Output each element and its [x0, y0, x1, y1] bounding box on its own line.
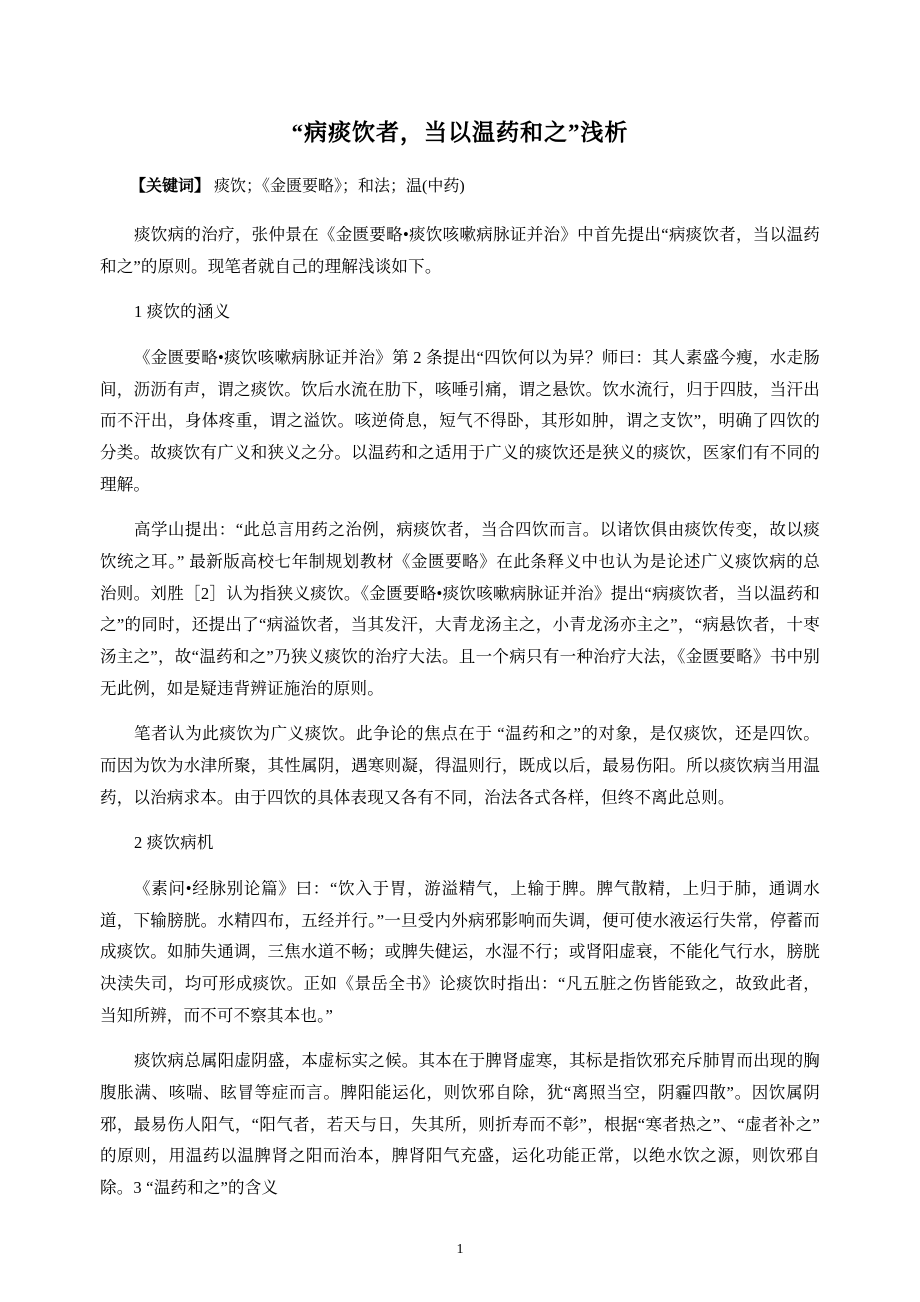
keywords-line: [100, 173, 820, 201]
paragraph-1-2: 高学山提出：“此总言用药之治例，病痰饮者，当合四饮而言。以诸饮俱由痰饮传变，故以痰饮统之耳。” 最新版高校七年制规划教材《金匮要略》在此条释义中也认为是论述广义痰饮病的总治则。刘胜［2］认为指狭义痰饮。《金匮要略•痰饮咳嗽病脉证并治》提出“病痰饮者，当以温药和之”的同时，还提出了“病溢饮者，当其发汗，大青龙汤主之，小青龙汤亦主之”，“病悬饮者，十枣汤主之”，故“温药和之”乃狭义痰饮的治疗大法。且一个病只有一种治疗大法，《金匮要略》书中别无此例，如是疑违背辨证施治的原则。: [100, 520, 820, 698]
paragraph-1-1: 《金匮要略•痰饮咳嗽病脉证并治》第 2 条提出“四饮何以为异？师曰：其人素盛今瘦，水走肠间，沥沥有声，谓之痰饮。饮后水流在肋下，咳唾引痛，谓之悬饮。饮水流行，归于四肢，当汗出而不汗出，身体疼重，谓之溢饮。咳逆倚息，短气不得卧，其形如肿，谓之支饮”，明确了四饮的分类。故痰饮有广义和狭义之分。以温药和之适用于广义的痰饮还是狭义的痰饮，医家们有不同的理解。: [100, 348, 820, 494]
page-title: “病痰饮者，当以温药和之”浅析: [291, 120, 629, 145]
section-heading-1: 1 痰饮的涵义: [134, 302, 231, 322]
paragraph-2-1: 《素问•经脉别论篇》曰：“饮入于胃，游溢精气，上输于脾。脾气散精，上归于肺，通调水道，下输膀胱。水精四布，五经并行。”一旦受内外病邪影响而失调，便可使水液运行失常，停蓄而成痰饮。如肺失通调，三焦水道不畅；或脾失健运，水湿不行；或肾阳虚衰，不能化气行水，膀胱决渎失司，均可形成痰饮。正如《景岳全书》论痰饮时指出：“凡五脏之伤皆能致之，故致此者，当知所辨，而不可不察其本也。”: [100, 879, 820, 1025]
section-heading-2: 2 痰饮病机: [134, 833, 214, 853]
keywords-value: 痰饮；《金匮要略》；和法；温(中药): [214, 178, 465, 195]
paragraph-2-2: 痰饮病总属阳虚阴盛，本虚标实之候。其本在于脾肾虚寒，其标是指饮邪充斥肺胃而出现的胸腹胀满、咳喘、眩冒等症而言。脾阳能运化，则饮邪自除，犹“离照当空，阴霾四散”。因饮属阴邪，最易伤人阳气，“阳气者，若天与日，失其所，则折寿而不彰”，根据“寒者热之”、“虚者补之”的原则，用温药以温脾肾之阳而治本，脾肾阳气充盛，运化功能正常，以绝水饮之源，则饮邪自除。3 “温药和之”的含义: [100, 1051, 820, 1198]
page-number: 1: [456, 1242, 464, 1257]
paragraph-1-3: 笔者认为此痰饮为广义痰饮。此争论的焦点在于 “温药和之”的对象，是仅痰饮，还是四饮。而因为饮为水津所聚，其性属阴，遇寒则凝，得温则行，既成以后，最易伤阳。所以痰饮病当用温药，以治病求本。由于四饮的具体表现又各有不同，治法各式各样，但终不离此总则。: [100, 724, 820, 807]
paragraph-intro: 痰饮病的治疗，张仲景在《金匮要略•痰饮咳嗽病脉证并治》中首先提出“病痰饮者，当以温药和之”的原则。现笔者就自己的理解浅谈如下。: [100, 225, 820, 276]
keywords-label: 【关键词】: [130, 178, 211, 195]
